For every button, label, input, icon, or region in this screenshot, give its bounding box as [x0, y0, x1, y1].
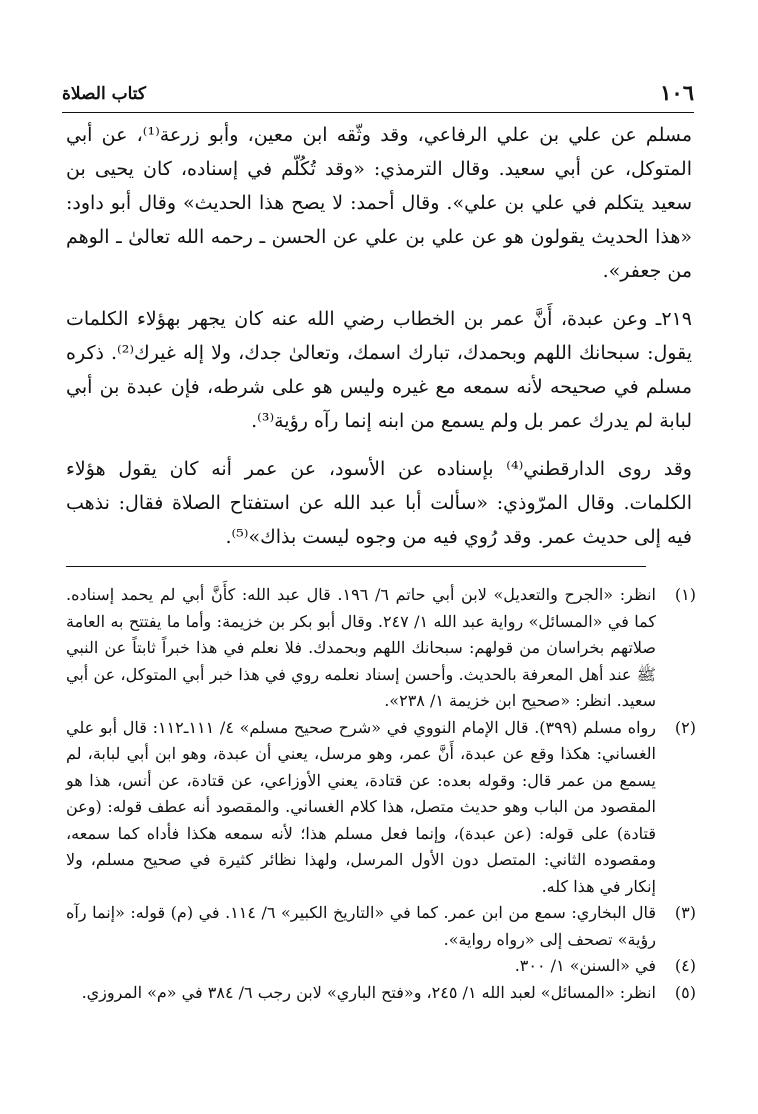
footnote-text: انظر: «الجرح والتعديل» لابن أبي حاتم ٦/ ١٩٦. قال عبد الله: كأَنَّ أبي لم يحمد إسناده. كما في «المسائل» رواية عبد الله ١/ ٢٤٧. وقال أبو بكر بن خزيمة: وأما ما يفتتح به العامة صلاتهم بخراسان من قولهم: سبحانك اللهم وبحمدك. فلا نعلم في هذا خبراً ثابتاً عن النبي ﷺ عند أهل المعرفة بالحديث. وأحسن إسناد نعلمه روي في هذا خبر أبي المتوكل، عن أبي سعيد. انظر: «صحيح ابن خزيمة ١/ ٢٣٨». — [66, 585, 657, 710]
footnote-number: (١) — [674, 585, 696, 604]
footnote-number: (٥) — [674, 982, 696, 1002]
footnote-text: رواه مسلم (٣٩٩). قال الإمام النووي في «شرح صحيح مسلم» ٤/ ١١١ـ١١٢: قال أبو علي الغساني: هكذا وقع عن عبدة، أَنَّ عمر، وهو مرسل، يعني أن عبدة، وهو ابن أبي لبابة، لم يسمع من عمر قال: وقوله بعده: عن قتادة، يعني الأوزاعي، عن قتادة، عن أنس، هذا هو المقصود من الباب وهو حديث متصل، هذا كلام الغساني. والمقصود أنه عطف قوله: (وعن قتادة) على قوله: (عن عبدة)، وإنما فعل مسلم هذا؛ لأنه سمعه هكذا فأداه كما سمعه، ومقصوده الثاني: المتصل دون الأول المرسل، ولهذا نظائر كثيرة في صحيح مسلم، ولا إنكار في هذا كله. — [66, 717, 656, 896]
running-title: كتاب الصلاة — [62, 84, 147, 104]
paragraph-3: وقد روى الدارقطني⁽⁴⁾ بإسناده عن الأسود، عن عمر أنه كان يقول هؤلاء الكلمات. وقال المرّوذي: «سألت أبا عبد الله عن استفتاح الصلاة فقال: نذهب فيه إلى حديث عمر. وقد رُوي فيه من وجوه ليست بذاك»⁽⁵⁾. — [66, 458, 692, 548]
paragraph-1: مسلم عن علي بن علي الرفاعي، وقد وثّقه ابن معين، وأبو زرعة⁽¹⁾، عن أبي المتوكل، عن أبي سعيد. وقال الترمذي: «وقد تُكُلّم في إسناده، كان يحيى بن سعيد يتكلم في علي بن علي». وقال أحمد: لا يصح هذا الحديث» وقال أبو داود: «هذا الحديث يقولون هو عن علي بن علي عن الحسن ـ رحمه الله تعالىٰ ـ الوهم من جعفر». — [66, 124, 692, 282]
footnote-text: انظر: «المسائل» لعبد الله ١/ ٢٤٥، و«فتح الباري» لابن رجب ٦/ ٣٨٤ في «م» المروزي. — [81, 982, 656, 1002]
page-header — [62, 80, 694, 113]
page-number: ١٠٦ — [660, 80, 694, 105]
footnotes — [66, 582, 696, 1006]
footnote-number: (٢) — [674, 717, 696, 737]
footnote — [66, 582, 696, 715]
paragraph-hadith-219: ٢١٩ـ وعن عبدة، أَنَّ عمر بن الخطاب رضي الله عنه كان يجهر بهؤلاء الكلمات يقول: سبحانك اللهم وبحمدك، تبارك اسمك، وتعالىٰ جدك، ولا إله غيرك⁽²⁾. ذكره مسلم في صحيحه لأنه سمعه مع غيره وليس هو على شرطه، فإن عبدة بن أبي لبابة لم يدرك عمر بل ولم يسمع من ابنه إنما رآه رؤية⁽³⁾. — [66, 308, 692, 432]
footnote-divider — [66, 566, 646, 567]
footnote — [66, 715, 696, 901]
footnote — [66, 953, 696, 980]
footnote — [66, 980, 696, 1007]
footnote-text: قال البخاري: سمع من ابن عمر. كما في «التاريخ الكبير» ٦/ ١١٤. في (م) قوله: «إنما رآه رؤية» تصحف إلى «رواه رواية». — [66, 903, 657, 949]
footnote-number: (٤) — [674, 956, 696, 975]
main-text — [66, 118, 692, 568]
footnote — [66, 900, 696, 953]
footnote-text: في «السنن» ١/ ٣٠٠. — [514, 956, 656, 975]
footnote-number: (٣) — [674, 903, 696, 922]
